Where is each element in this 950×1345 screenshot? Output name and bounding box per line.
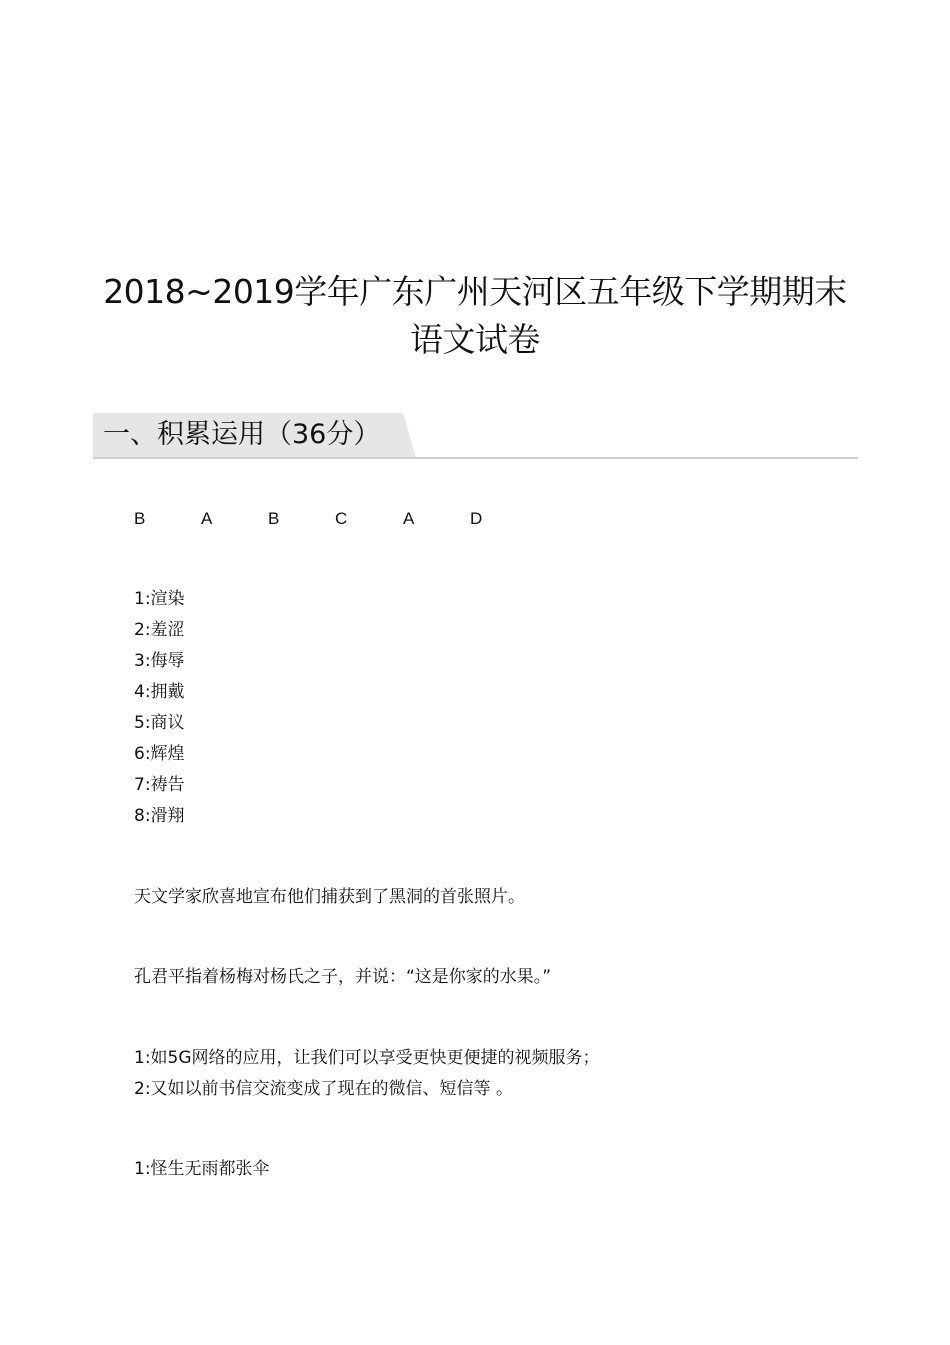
answer-6: D [470, 509, 483, 528]
title-line-1: 2018~2019学年广东广州天河区五年级下学期期末 [103, 272, 847, 311]
example-list [134, 1043, 600, 1105]
section-title: 一、积累运用（36分） [103, 419, 381, 450]
list-item: 1:怪生无雨都张伞 [134, 1159, 270, 1179]
answer-sentence-2 [134, 962, 551, 993]
list-item: 4:拥戴 [134, 682, 185, 702]
answer-1: B [134, 509, 146, 528]
list-item: 8:滑翔 [134, 806, 185, 826]
list-item: 3:侮辱 [134, 651, 185, 671]
answer-4: C [335, 509, 348, 528]
title-line-2: 语文试卷 [410, 320, 540, 359]
sentence-text: 孔君平指着杨梅对杨氏之子，并说：“这是你家的水果。” [134, 967, 552, 987]
list-item: 7:祷告 [134, 775, 185, 795]
answer-2: A [201, 509, 213, 528]
list-item: 2:羞涩 [134, 620, 185, 640]
answer-3: B [268, 509, 280, 528]
list-item: 2:又如以前书信交流变成了现在的微信、短信等 。 [134, 1079, 513, 1099]
answer-sentence-1 [134, 882, 525, 913]
sentence-text: 天文学家欣喜地宣布他们捕获到了黑洞的首张照片。 [134, 887, 525, 907]
list-item: 1:如5G网络的应用，让我们可以享受更快更便捷的视频服务； [134, 1048, 600, 1068]
word-list [134, 584, 185, 832]
poem-line-list [134, 1154, 270, 1185]
list-item: 6:辉煌 [134, 744, 185, 764]
list-item: 1:渲染 [134, 589, 185, 609]
section-header [93, 413, 858, 460]
section-divider [93, 457, 858, 459]
page-title [0, 268, 950, 364]
list-item: 5:商议 [134, 713, 185, 733]
answer-5: A [403, 509, 415, 528]
